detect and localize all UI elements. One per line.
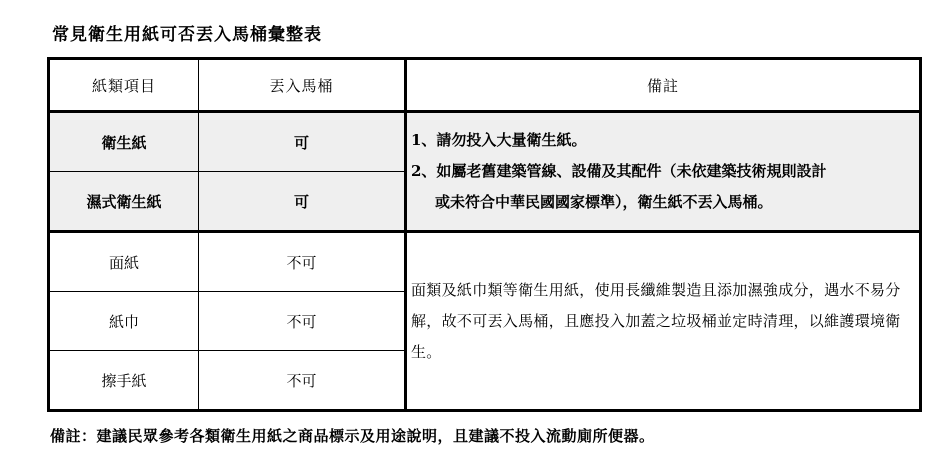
flush-cell: 不可: [199, 292, 406, 351]
note-line: 1、請勿投入大量衛生紙。: [411, 131, 587, 149]
note-cell-group2: [406, 232, 921, 411]
item-cell: 擦手紙: [49, 351, 199, 411]
item-cell: 濕式衛生紙: [49, 172, 199, 232]
table-row: [49, 112, 921, 172]
flush-cell: 可: [199, 112, 406, 172]
header-flush: 丟入馬桶: [199, 59, 406, 112]
note-cell-group1: [406, 112, 921, 232]
note-line: 2、如屬老舊建築管線、設備及其配件（未依建築技術規則設計: [411, 162, 827, 180]
flush-cell: 可: [199, 172, 406, 232]
header-item: 紙類項目: [49, 59, 199, 112]
page-title: 常見衛生用紙可否丟入馬桶彙整表: [52, 25, 322, 45]
footer-note: 備註：建議民眾參考各類衛生用紙之商品標示及用途說明，且建議不投入流動廁所便器。: [50, 427, 655, 445]
header-note: 備註: [406, 59, 921, 112]
table-row: [49, 232, 921, 292]
item-cell: 面紙: [49, 232, 199, 292]
paper-flush-table: [47, 57, 922, 412]
table-header-row: [49, 59, 921, 112]
item-cell: 衛生紙: [49, 112, 199, 172]
flush-cell: 不可: [199, 232, 406, 292]
flush-cell: 不可: [199, 351, 406, 411]
item-cell: 紙巾: [49, 292, 199, 351]
note-line: 或未符合中華民國國家標準），衛生紙不丟入馬桶。: [435, 193, 773, 211]
note-text: 面類及紙巾類等衛生用紙，使用長纖維製造且添加濕強成分，遇水不易分解，故不可丟入馬桶，且應投入加蓋之垃圾桶並定時清理，以維護環境衛生。: [411, 280, 901, 361]
